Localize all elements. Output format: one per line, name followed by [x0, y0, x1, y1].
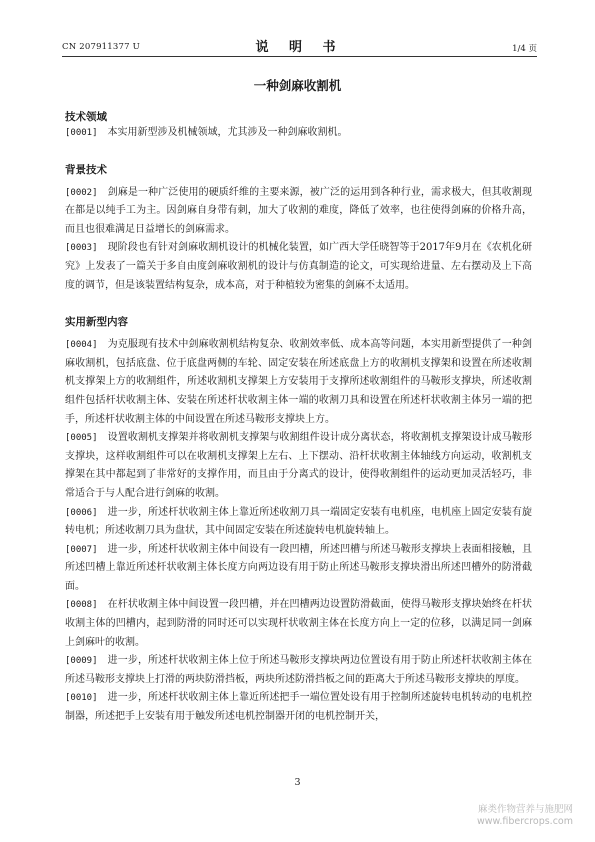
paragraph-text: 进一步，所述杆状收割主体中间设有一段凹槽，所述凹槽与所述马鞍形支撑块上表面相接触，且所述凹槽上靠近所述杆状收割主体长度方向两边设有用于防止所述马鞍形支撑块滑出所述凹槽外的防滑截面。 [65, 543, 532, 592]
paragraph [65, 184, 532, 240]
paragraph-text: 本实用新型涉及机械领域，尤其涉及一种剑麻收割机。 [107, 127, 348, 138]
paragraph [65, 541, 532, 597]
paragraph-text: 设置收割机支撑架并将收割机支撑架与收割组件设计成分离状态，将收割机支撑架设计成马鞍形支撑块，这样收割组件可以在收割机支撑架上左右、上下摆动、沿杆状收割主体轴线方向运动，收割机支撑架在其中都起到了非常好的支撑作用，而且由于分离式的设计，使得收割组件的运动更加灵活轻巧，非常适合于与人配合进行剑麻的收割。 [65, 432, 532, 499]
paragraph-number: [0007] [65, 544, 98, 555]
paragraph-text: 进一步，所述杆状收割主体上位于所述马鞍形支撑块两边位置设有用于防止所述杆状收割主体在所述马鞍形支撑块上打滑的两块防滑挡板，两块所述防滑挡板之间的距离大于所述马鞍形支撑块的厚度。 [65, 655, 532, 685]
paragraph [65, 596, 532, 652]
paragraph-text: 现阶段也有针对剑麻收割机设计的机械化装置，如广西大学任晓智等于2017年9月在《农机化研究》上发表了一篇关于多自由度剑麻收割机的设计与仿真制造的论文，可实现给进量、左右摆动及上下高度的调节，但是该装置结构复杂，成本高，对于种植较为密集的剑麻不太适用。 [65, 242, 532, 291]
paragraph-number: [0001] [65, 128, 98, 138]
paragraph [65, 429, 532, 503]
section-heading-tech-field: 技术领域 [65, 111, 107, 123]
document-body [65, 110, 532, 727]
paragraph-number: [0004] [65, 340, 98, 351]
paragraph-number: [0002] [65, 187, 98, 198]
paragraph [65, 124, 532, 143]
document-type: 说 明 书 [255, 40, 344, 55]
watermark-url: www.fibercrops.com [476, 816, 573, 827]
paragraph [65, 504, 532, 541]
paragraph-number: [0009] [65, 656, 98, 667]
paragraph [65, 652, 532, 689]
paragraph-text: 在杆状收割主体中间设置一段凹槽，并在凹槽两边设置防滑截面，使得马鞍形支撑块始终在杆状收割主体的凹槽内，起到防滑的同时还可以实现杆状收割主体在长度方向上一定的位移，以满足同一剑麻上剑麻叶的收割。 [65, 599, 532, 648]
paragraph-number: [0005] [65, 433, 98, 444]
paragraph-text: 进一步，所述杆状收割主体上靠近所述收割刀具一端固定安装有电机座，电机座上固定安装有旋转电机；所述收割刀具为盘状，其中间固定安装在所述旋转电机旋转轴上。 [65, 506, 532, 537]
paragraph-text: 为克服现有技术中剑麻收割机结构复杂、收割效率低、成本高等问题，本实用新型提供了一种剑麻收割机，包括底盘、位于底盘两侧的车轮、固定安装在所述底盘上方的收割机支撑架和设置在所述收割机支撑架上方的收割组件，所述收割机支撑架上方安装用于支撑所述收割组件的马鞍形支撑块，所述收割组件包括杆状收割主体、安装在所述杆状收割主体一端的收割刀具和设置在所述杆状收割主体另一端的把手，所述杆状收割主体的中间设置在所述马鞍形支撑块上方。 [65, 339, 532, 425]
paragraph-text: 进一步，所述杆状收割主体上靠近所述把手一端位置处设有用于控制所述旋转电机转动的电机控制器，所述把手上安装有用于触发所述电机控制器开闭的电机控制开关， [65, 692, 532, 723]
page-number: 3 [294, 777, 301, 788]
page-header [62, 36, 537, 57]
section-heading-background: 背景技术 [65, 163, 107, 176]
paragraph-number: [0008] [65, 600, 98, 611]
section-heading-content: 实用新型内容 [65, 316, 128, 329]
paragraph-text: 剑麻是一种广泛使用的硬质纤维的主要来源，被广泛的运用到各种行业，需求极大，但其收割现在都是以纯手工为主。因剑麻自身带有刺，加大了收割的难度，降低了效率，也往使得剑麻的价格升高，而且也很难满足日益增长的剑麻需求。 [65, 186, 532, 235]
document-title: 一种剑麻收割机 [253, 78, 342, 93]
paragraph-number: [0003] [65, 243, 98, 254]
publication-number: CN 207911377 U [62, 42, 140, 52]
paragraph [65, 336, 532, 429]
page-indicator: 1/4 页 [512, 44, 537, 54]
site-watermark [477, 804, 573, 828]
paragraph-number: [0010] [65, 693, 98, 704]
paragraph [65, 239, 532, 295]
watermark-title: 麻类作物营养与施肥网 [477, 804, 573, 815]
paragraph [65, 689, 532, 726]
paragraph-number: [0006] [65, 507, 98, 518]
